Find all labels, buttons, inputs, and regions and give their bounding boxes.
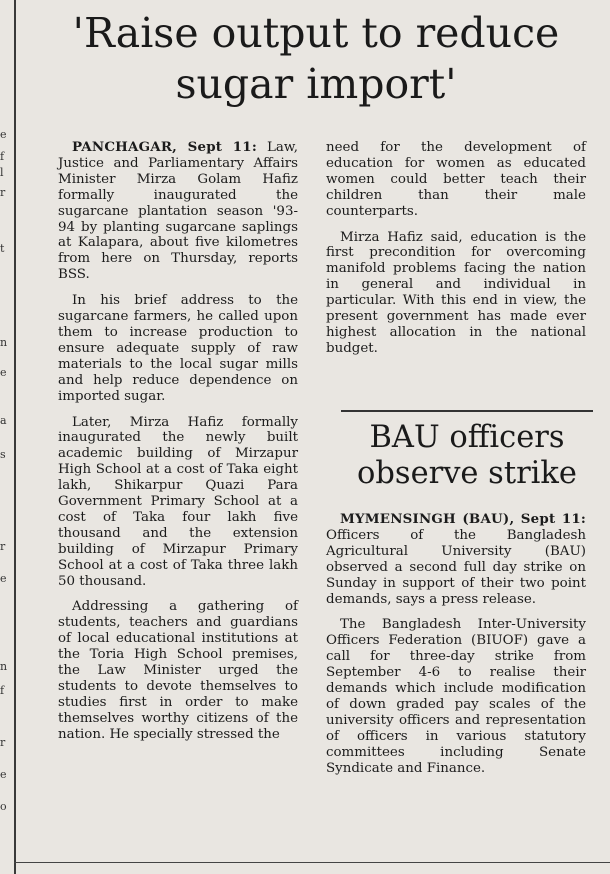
article-paragraph: Mirza Hafiz said, education is the first precondition for overcoming manifold problems facing the nation in general and individual in particular. With this end in view, the present government has made ever highest allocation in the national budget. (326, 229, 586, 356)
edge-fragment: r (0, 736, 6, 749)
paragraph-text: Law, Justice and Parliamentary Affairs Minister Mirza Golam Hafiz formally inaugurated the sugarcane plantation season '93-94 by planting sugarcane saplings at Kalapara, about five kilometres from here on Thursday, reports BSS. (58, 140, 298, 283)
article-separator-rule (341, 410, 593, 412)
article-headline: 'Raise output to reduce sugar import' (72, 9, 560, 108)
article-paragraph: The Bangladesh Inter-University Officers Federation (BIUOF) gave a call for three-day strike from September 4-6 to realise their demands which include modification of down graded pay scales of the university officers and representation of officers in various statutory committees including Senate Syndicate and Finance. (326, 617, 586, 776)
edge-fragment: s (0, 448, 6, 461)
edge-fragment: r (0, 186, 6, 199)
article-paragraph-continued: need for the development of education for women as educated women could better teach their children than their male counterparts. (326, 140, 586, 219)
column-rule-left (14, 0, 16, 874)
edge-fragment: r (0, 540, 6, 553)
article-body-right-column (326, 140, 586, 367)
article-headline-secondary: BAU officers observe strike (357, 420, 577, 491)
edge-fragment: l (0, 166, 4, 179)
edge-fragment: f (0, 684, 5, 697)
edge-fragment: a (0, 414, 7, 427)
edge-fragment: o (0, 800, 7, 813)
article-paragraph (58, 140, 298, 283)
edge-fragment: e (0, 366, 7, 379)
article-paragraph: Later, Mirza Hafiz formally inaugurated the newly built academic building of Mirzapur High School at a cost of Taka eight lakh, Shikarpur Quazi Para Government Primary School at a cost of Taka four lakh five thousand and the extension building of Mirzapur Primary School at a cost of Taka three lakh 50 thousand. (58, 414, 298, 589)
edge-fragment: f (0, 150, 5, 163)
edge-fragment: n (0, 336, 8, 349)
edge-fragment: e (0, 572, 7, 585)
article-paragraph (326, 512, 586, 607)
edge-fragment: e (0, 128, 7, 141)
article-body-left-column (58, 140, 298, 753)
dateline: PANCHAGAR, Sept 11: (72, 139, 257, 155)
article-body-secondary (326, 512, 586, 787)
edge-fragment: n (0, 660, 8, 673)
paragraph-text: Officers of the Bangladesh Agricultural University (BAU) observed a second full day strike on Sunday in support of their two point demands, says a press release. (326, 527, 586, 607)
article-paragraph: In his brief address to the sugarcane farmers, he called upon them to increase production to ensure adequate supply of raw materials to the local sugar mills and help reduce dependence on imported sugar. (58, 293, 298, 404)
edge-fragment: t (0, 242, 5, 255)
dateline: MYMENSINGH (BAU), Sept 11: (340, 511, 586, 527)
article-paragraph: Addressing a gathering of students, teachers and guardians of local educational institutions at the Toria High School premises, the Law Minister urged the students to devote themselves to studies first in order to make themselves worthy citizens of the nation. He specially stressed the (58, 599, 298, 742)
column-rule-bottom (14, 862, 610, 863)
edge-fragment: e (0, 768, 7, 781)
